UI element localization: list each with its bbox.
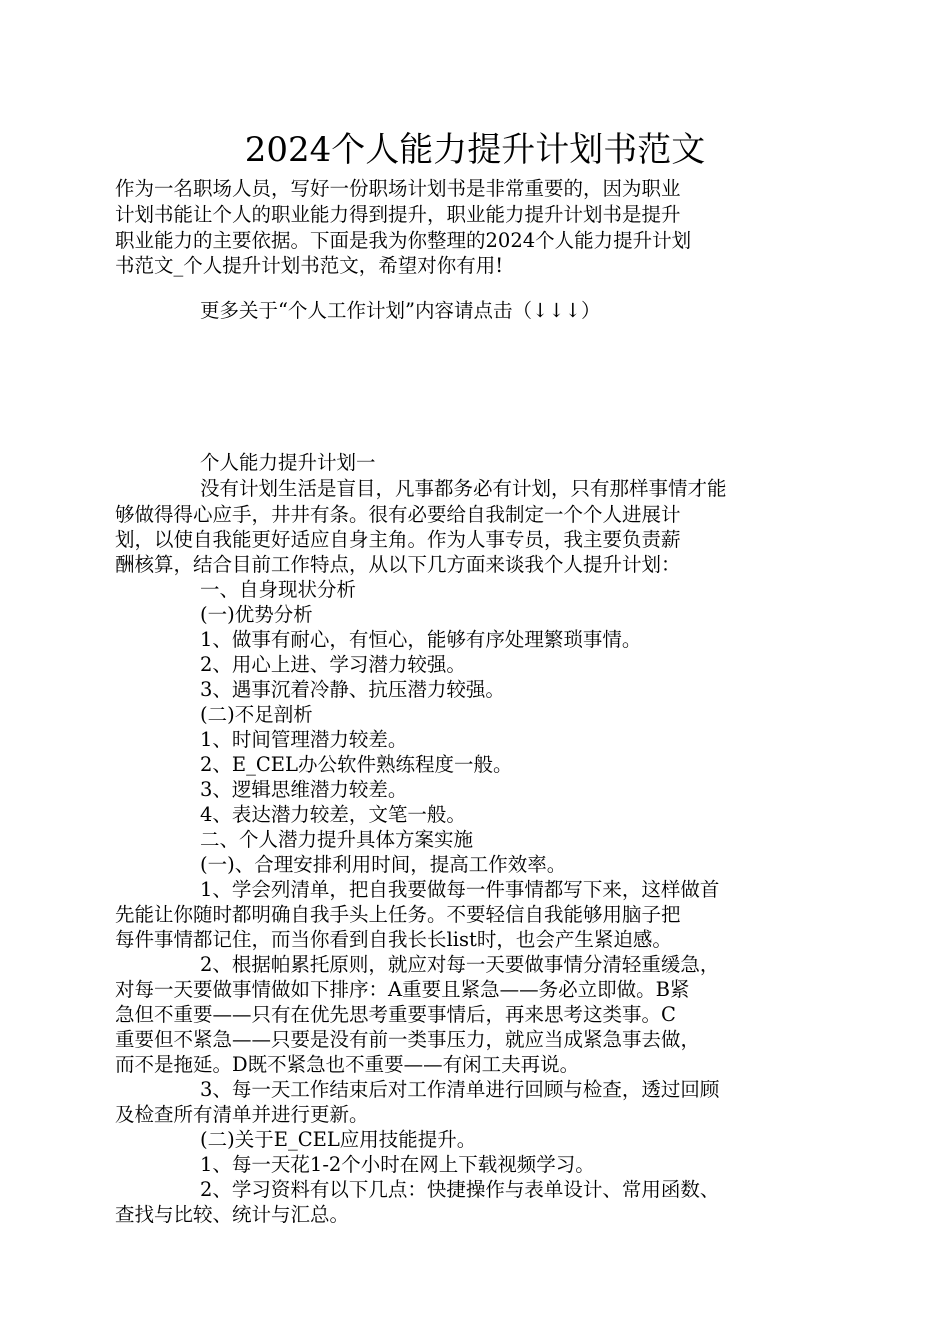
list-item: 1、做事有耐心，有恒心，能够有序处理繁琐事情。 (200, 628, 642, 651)
list-item: 3、逻辑思维潜力较差。 (200, 778, 408, 801)
subsection-heading: (一)、合理安排利用时间，提高工作效率。 (200, 853, 567, 876)
list-item: 2、E_CEL办公软件熟练程度一般。 (200, 753, 513, 776)
paragraph-line: 而不是拖延。D既不紧急也不重要——有闲工夫再说。 (115, 1053, 580, 1076)
paragraph-line: 查找与比较、统计与汇总。 (115, 1203, 350, 1226)
paragraph-line: 没有计划生活是盲目，凡事都务必有计划，只有那样事情才能 (200, 477, 727, 500)
paragraph-line: 3、每一天工作结束后对工作清单进行回顾与检查，透过回顾 (200, 1078, 720, 1101)
paragraph-line: 2、学习资料有以下几点：快捷操作与表单设计、常用函数、 (200, 1178, 720, 1201)
more-content-link[interactable]: 更多关于“个人工作计划”内容请点击（↓↓↓） (200, 299, 601, 322)
paragraph-line: 每件事情都记住，而当你看到自我长长list时，也会产生紧迫感。 (115, 928, 672, 951)
section-heading: 一、自身现状分析 (200, 578, 357, 601)
intro-line: 作为一名职场人员，写好一份职场计划书是非常重要的，因为职业 (115, 177, 681, 200)
paragraph-line: 够做得得心应手，井井有条。很有必要给自我制定一个个人进展计 (115, 503, 681, 526)
list-item: 1、时间管理潜力较差。 (200, 728, 408, 751)
subsection-heading: (一)优势分析 (200, 603, 313, 626)
intro-line: 职业能力的主要依据。下面是我为你整理的2024个人能力提升计划 (115, 229, 692, 252)
list-item: 4、表达潜力较差，文笔一般。 (200, 803, 466, 826)
paragraph-line: 2、根据帕累托原则，就应对每一天要做事情分清轻重缓急， (200, 953, 720, 976)
subsection-heading: (二)关于E_CEL应用技能提升。 (200, 1128, 477, 1151)
paragraph-line: 1、学会列清单，把自我要做每一件事情都写下来，这样做首 (200, 878, 720, 901)
intro-line: 书范文_个人提升计划书范文，希望对你有用! (115, 254, 504, 277)
list-item: 2、用心上进、学习潜力较强。 (200, 653, 466, 676)
subsection-heading: (二)不足剖析 (200, 703, 313, 726)
list-item: 1、每一天花1-2个小时在网上下载视频学习。 (200, 1153, 595, 1176)
paragraph-line: 先能让你随时都明确自我手头上任务。不要轻信自我能够用脑子把 (115, 903, 681, 926)
paragraph-line: 及检查所有清单并进行更新。 (115, 1103, 369, 1126)
list-item: 3、遇事沉着冷静、抗压潜力较强。 (200, 678, 505, 701)
section-heading: 个人能力提升计划一 (200, 451, 376, 474)
section-heading: 二、个人潜力提升具体方案实施 (200, 828, 474, 851)
paragraph-line: 急但不重要——只有在优先思考重要事情后，再来思考这类事。C (115, 1003, 676, 1026)
paragraph-line: 对每一天要做事情做如下排序：A重要且紧急——务必立即做。B紧 (115, 978, 690, 1001)
paragraph-line: 划，以使自我能更好适应自身主角。作为人事专员，我主要负责薪 (115, 528, 681, 551)
paragraph-line: 重要但不紧急——只要是没有前一类事压力，就应当成紧急事去做， (115, 1028, 701, 1051)
document-title: 2024个人能力提升计划书范文 (244, 130, 706, 170)
intro-line: 计划书能让个人的职业能力得到提升，职业能力提升计划书是提升 (115, 203, 681, 226)
paragraph-line: 酬核算，结合目前工作特点，从以下几方面来谈我个人提升计划： (115, 553, 681, 576)
